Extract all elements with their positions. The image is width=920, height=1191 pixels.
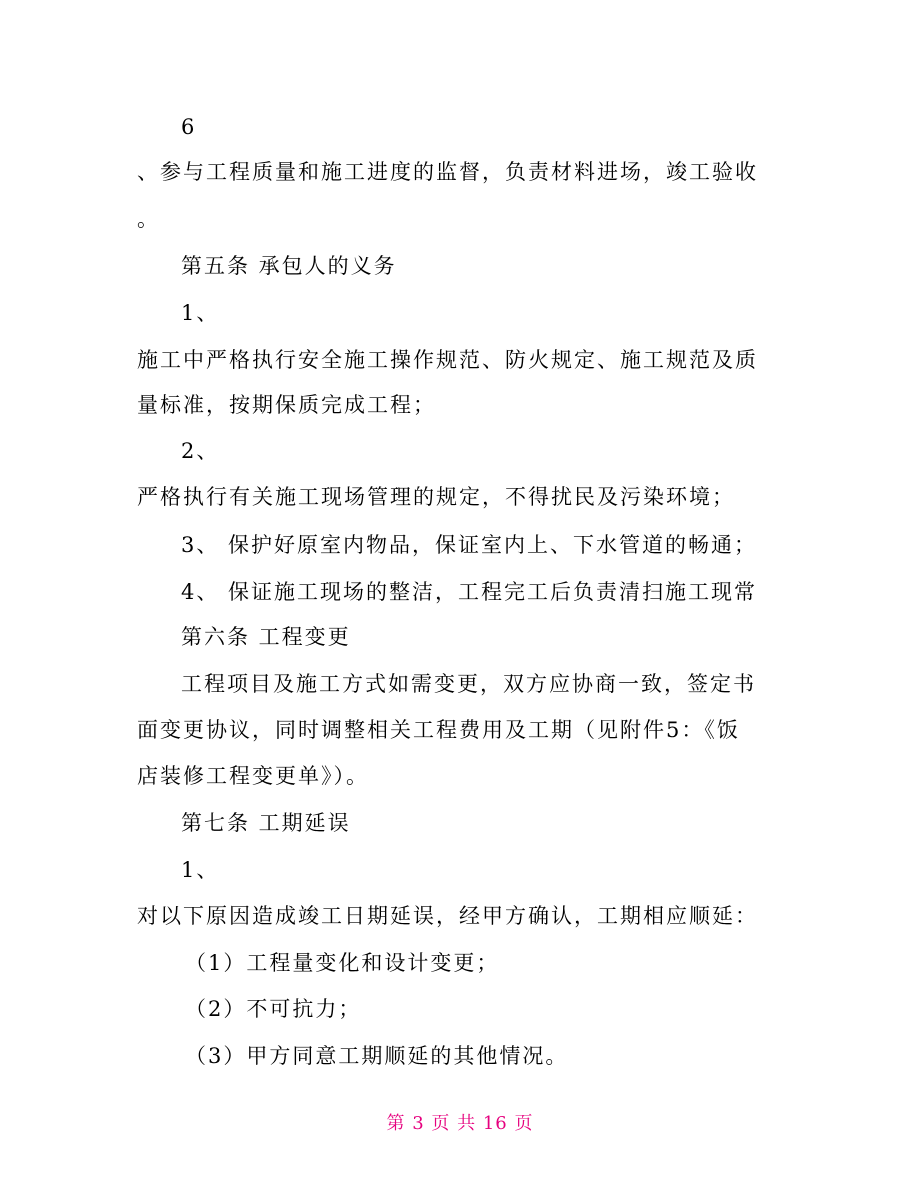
list-item: （1）工程量变化和设计变更； <box>185 951 500 975</box>
list-item: 4、 保证施工现场的整洁，工程完工后负责清扫施工现常 <box>181 580 758 604</box>
list-number: 2、 <box>181 439 220 463</box>
paragraph-line: 店装修工程变更单》）。 <box>137 764 369 788</box>
page-number-footer: 第 3 页 共 16 页 <box>386 1113 534 1134</box>
list-item: （3）甲方同意工期顺延的其他情况。 <box>185 1044 569 1068</box>
paragraph-line: 、参与工程质量和施工进度的监督，负责材料进场，竣工验收 <box>137 160 758 184</box>
section-heading: 第六条 工程变更 <box>181 625 351 649</box>
paragraph-line: 施工中严格执行安全施工操作规范、防火规定、施工规范及质 <box>137 348 758 372</box>
paragraph-line: 面变更协议，同时调整相关工程费用及工期（见附件5：《饭 <box>137 718 740 742</box>
paragraph-line: 严格执行有关施工现场管理的规定，不得扰民及污染环境； <box>137 485 735 509</box>
list-number: 1、 <box>181 858 220 882</box>
list-number: 1、 <box>181 301 220 325</box>
paragraph-line: 工程项目及施工方式如需变更，双方应协商一致，签定书 <box>181 672 756 696</box>
section-heading: 第七条 工期延误 <box>181 811 351 835</box>
paragraph-line: 量标准，按期保质完成工程； <box>137 393 436 417</box>
list-item: （2）不可抗力； <box>185 997 362 1021</box>
paragraph-line: 对以下原因造成竣工日期延误，经甲方确认，工期相应顺延： <box>137 904 758 928</box>
section-heading: 第五条 承包人的义务 <box>181 254 397 278</box>
paragraph-line: 。 <box>137 207 160 231</box>
paragraph-line: 6 <box>181 115 197 139</box>
list-item: 3、 保护好原室内物品，保证室内上、下水管道的畅通； <box>181 533 758 557</box>
